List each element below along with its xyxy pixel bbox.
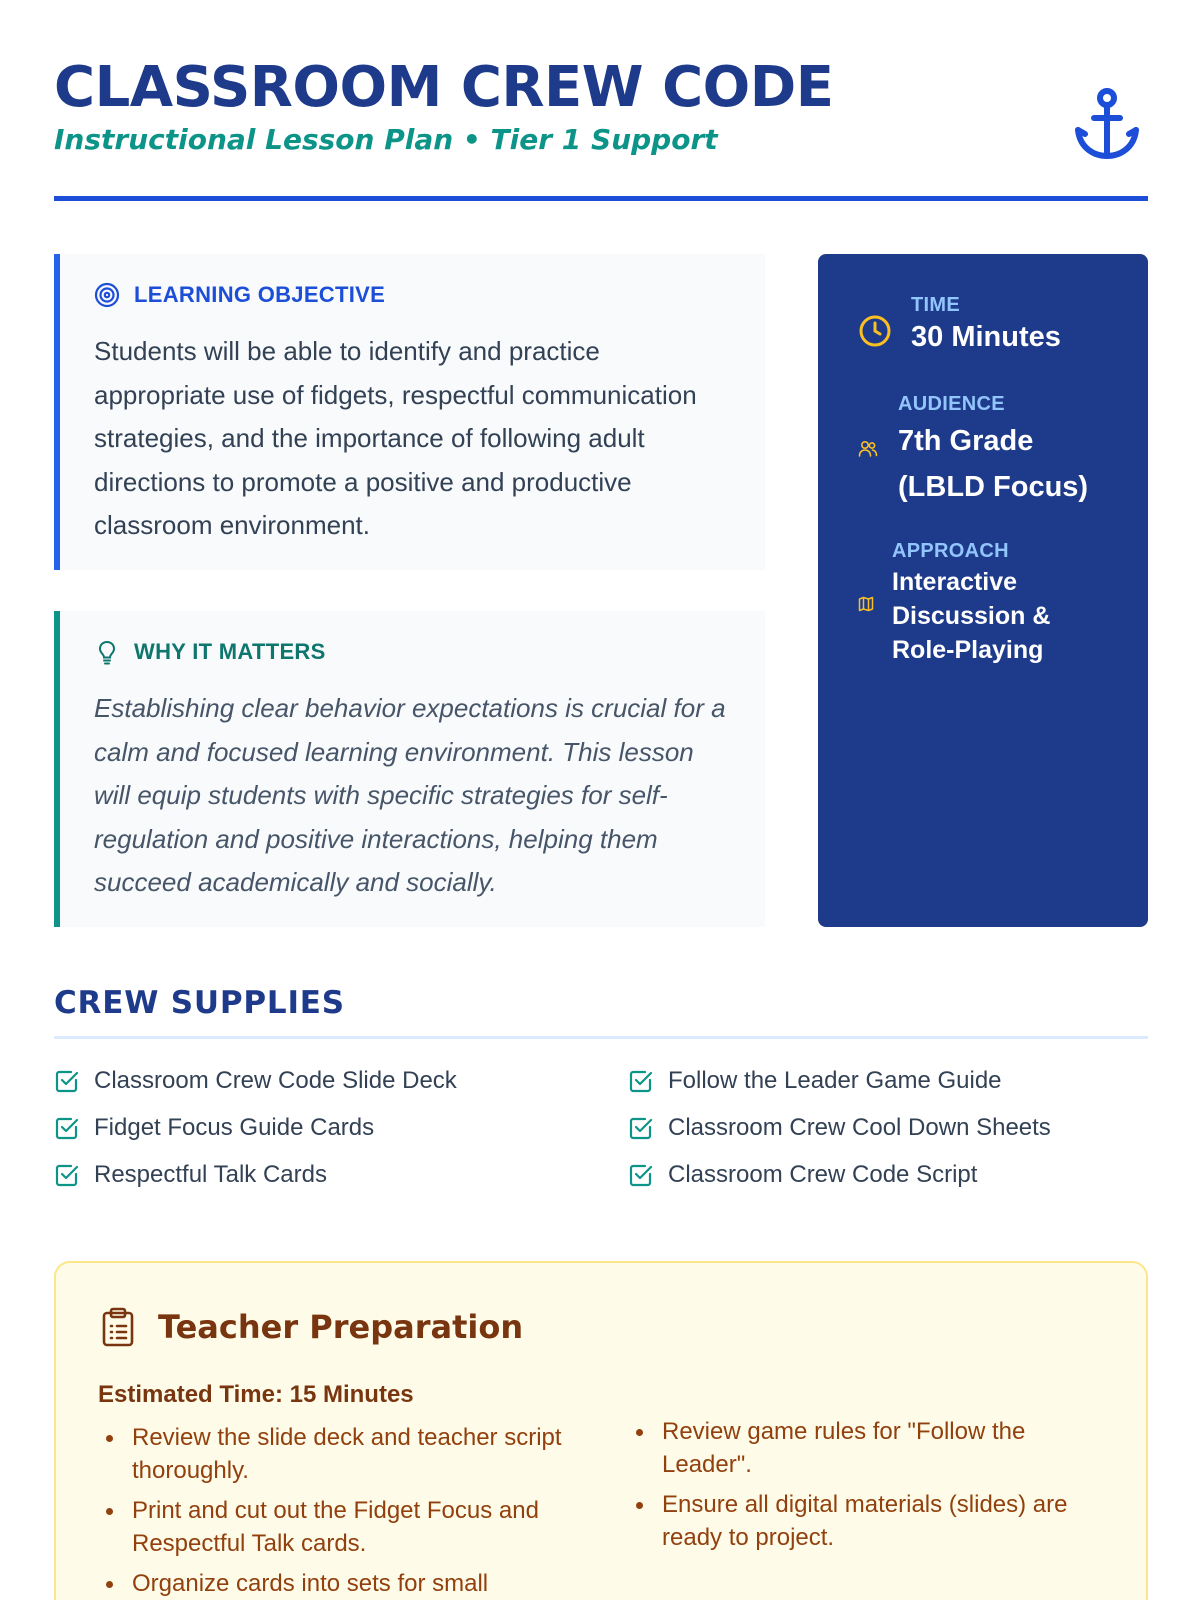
- info-approach-label: APPROACH: [892, 540, 1009, 562]
- clipboard-icon: [100, 1307, 136, 1347]
- info-approach-value-line2: Discussion &: [892, 602, 1051, 630]
- supply-item-label: Fidget Focus Guide Cards: [94, 1114, 375, 1141]
- supply-item: [628, 1065, 1002, 1097]
- check-square-icon: [54, 1115, 80, 1141]
- learning-objective-card: [54, 254, 765, 570]
- supply-item: [628, 1112, 1051, 1144]
- prep-item: Ensure all digital materials (slides) are ready to project.: [628, 1488, 1098, 1554]
- prep-list-right: [628, 1415, 1098, 1561]
- supply-item: [628, 1159, 977, 1191]
- info-time-value: 30 Minutes: [911, 321, 1061, 353]
- why-it-matters-title: WHY IT MATTERS: [134, 639, 326, 664]
- supply-item-label: Classroom Crew Cool Down Sheets: [668, 1114, 1051, 1141]
- anchor-icon: [1072, 86, 1142, 164]
- page-header: [54, 56, 1148, 201]
- prep-item: Review the slide deck and teacher script thoroughly.: [98, 1421, 578, 1487]
- estimated-time: Estimated Time: 15 Minutes: [98, 1381, 414, 1408]
- info-audience-value-line1: 7th Grade: [898, 425, 1034, 457]
- info-time: [858, 294, 1118, 364]
- supply-item-label: Classroom Crew Code Slide Deck: [94, 1067, 457, 1094]
- info-approach-value-line1: Interactive: [892, 568, 1018, 596]
- supply-item-label: Follow the Leader Game Guide: [668, 1067, 1002, 1094]
- section-divider: [54, 1036, 1148, 1039]
- clock-icon: [858, 314, 892, 348]
- info-approach-value-line3: Role-Playing: [892, 636, 1044, 664]
- info-approach: [858, 540, 1128, 670]
- page-subtitle: Instructional Lesson Plan • Tier 1 Support: [54, 123, 718, 156]
- lesson-info-panel: [818, 254, 1148, 927]
- supply-item: [54, 1065, 457, 1097]
- info-time-label: TIME: [911, 294, 960, 316]
- info-audience-label: AUDIENCE: [898, 393, 1005, 415]
- prep-item: Organize cards into sets for small: [98, 1567, 578, 1600]
- check-square-icon: [628, 1115, 654, 1141]
- teacher-preparation-card: [54, 1261, 1148, 1600]
- target-icon: [94, 282, 120, 308]
- info-audience-value-line2: (LBLD Focus): [898, 471, 1089, 503]
- supply-item: [54, 1159, 327, 1191]
- lightbulb-icon: [94, 639, 120, 665]
- info-audience: [858, 393, 1128, 513]
- page-title: CLASSROOM CREW CODE: [54, 55, 834, 120]
- supply-item-label: Respectful Talk Cards: [94, 1161, 327, 1188]
- users-icon: [858, 439, 878, 459]
- learning-objective-title: LEARNING OBJECTIVE: [134, 282, 386, 307]
- prep-item: Review game rules for "Follow the Leader".: [628, 1415, 1098, 1481]
- why-it-matters-text: Establishing clear behavior expectations is crucial for a calm and focused learning environment. This lesson will equip students with specific strategies for self-regulation and positive interactions, helping them succeed academically and socially.: [94, 693, 726, 897]
- why-it-matters-card: [54, 611, 765, 927]
- check-square-icon: [628, 1068, 654, 1094]
- check-square-icon: [54, 1162, 80, 1188]
- prep-list-left: [98, 1421, 578, 1600]
- supply-item: [54, 1112, 374, 1144]
- learning-objective-text: Students will be able to identify and practice appropriate use of fidgets, respectful communication strategies, and the importance of following adult directions to promote a positive and productive classroom environment.: [94, 336, 697, 540]
- supply-item-label: Classroom Crew Code Script: [668, 1161, 978, 1188]
- teacher-preparation-title: Teacher Preparation: [158, 1308, 524, 1346]
- crew-supplies-title: CREW SUPPLIES: [54, 985, 345, 1021]
- map-icon: [858, 596, 874, 612]
- check-square-icon: [54, 1068, 80, 1094]
- check-square-icon: [628, 1162, 654, 1188]
- prep-item: Print and cut out the Fidget Focus and Respectful Talk cards.: [98, 1494, 578, 1560]
